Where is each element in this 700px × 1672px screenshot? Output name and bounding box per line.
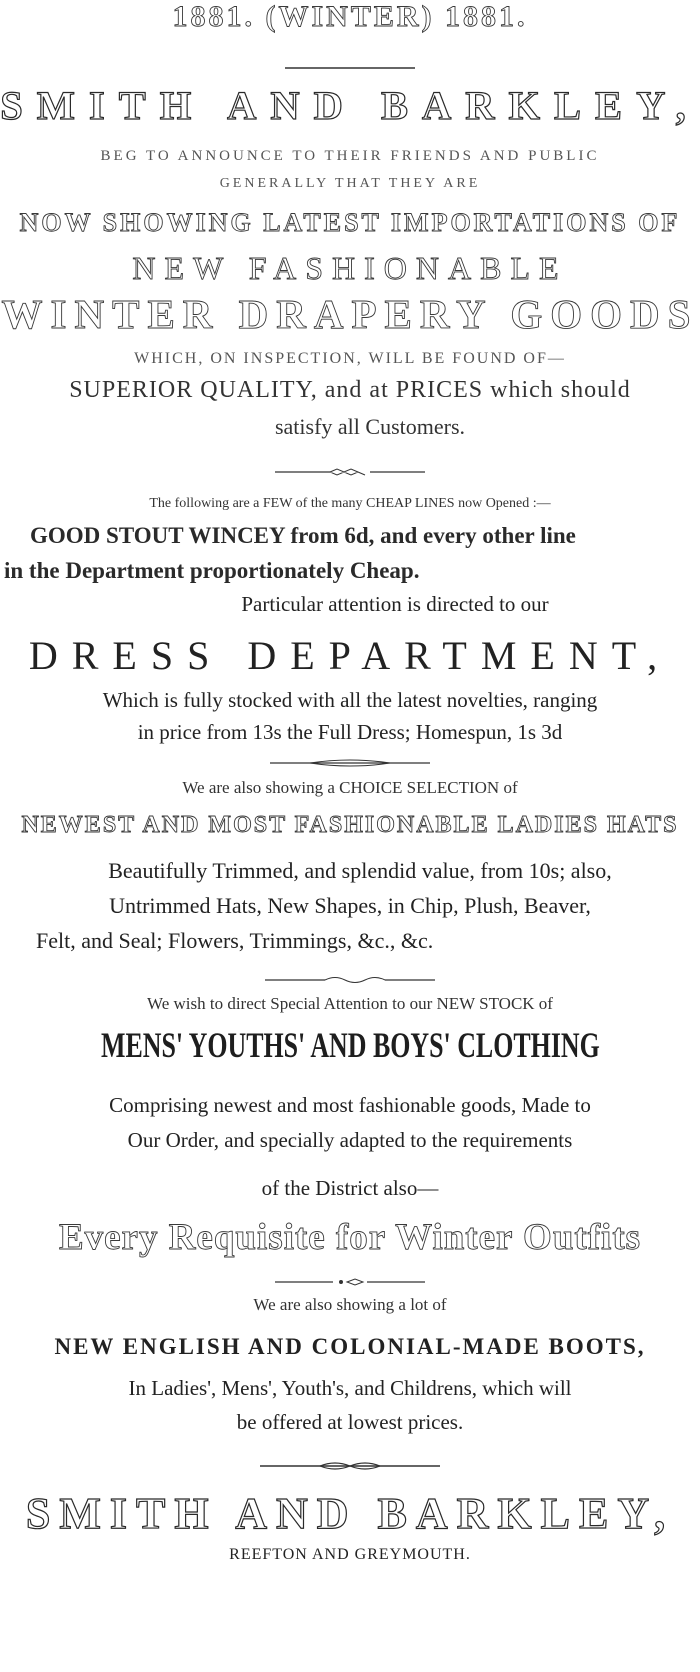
- divider-rule-3: [0, 758, 700, 772]
- divider-rule-2: [0, 467, 700, 481]
- dress-department-heading: DRESS DEPARTMENT,: [28, 633, 672, 678]
- comprising-line: Comprising newest and most fashionable goods, Made to: [109, 1093, 591, 1117]
- divider-rule-6: [0, 1460, 700, 1474]
- department-line: in the Department proportionately Cheap.: [4, 558, 420, 583]
- firm-name-footer: SMITH AND BARKLEY,: [25, 1489, 675, 1538]
- lot-line: We are also showing a lot of: [253, 1295, 447, 1314]
- boots-heading: NEW ENGLISH AND COLONIAL-MADE BOOTS,: [54, 1334, 646, 1359]
- untrimmed-line: Untrimmed Hats, New Shapes, in Chip, Plush, Beaver,: [109, 893, 591, 918]
- announce-line-1: BEG TO ANNOUNCE TO THEIR FRIENDS AND PUBLIC: [100, 148, 600, 164]
- few-cheap-lines-intro: The following are a FEW of the many CHEAP LINES now Opened :—: [149, 496, 551, 511]
- stocked-line: Which is fully stocked with all the latest novelties, ranging: [102, 688, 598, 712]
- felt-line: Felt, and Seal; Flowers, Trimmings, &c., &c.: [36, 928, 434, 953]
- divider-rule-5: [0, 1277, 700, 1291]
- clothing-heading: [0, 1024, 700, 1066]
- clothing-heading-text: MENS' YOUTHS' AND BOYS' CLOTHING: [100, 1025, 600, 1065]
- new-fashionable-line: NEW FASHIONABLE: [132, 250, 568, 286]
- order-line: Our Order, and specially adapted to the requirements: [127, 1128, 573, 1152]
- inspection-line: WHICH, ON INSPECTION, WILL BE FOUND OF—: [134, 350, 566, 367]
- wincey-line: GOOD STOUT WINCEY from 6d, and every other line: [30, 523, 576, 548]
- offered-line: be offered at lowest prices.: [236, 1410, 464, 1434]
- firm-name-heading: SMITH AND BARKLEY,: [0, 83, 700, 128]
- district-line: of the District also—: [261, 1176, 439, 1200]
- locations-line: REEFTON AND GREYMOUTH.: [229, 1546, 471, 1563]
- superior-quality-line: SUPERIOR QUALITY, and at PRICES which should: [69, 377, 631, 403]
- announce-line-2: GENERALLY THAT THEY ARE: [219, 176, 481, 191]
- winter-drapery-heading: WINTER DRAPERY GOODS: [1, 291, 699, 337]
- special-attention-line: We wish to direct Special Attention to our NEW STOCK of: [147, 994, 553, 1013]
- divider-rule-4: [0, 975, 700, 989]
- ladies-line: In Ladies', Mens', Youth's, and Childrens, which will: [128, 1376, 572, 1400]
- attention-line: Particular attention is directed to our: [241, 592, 549, 616]
- requisite-heading: Every Requisite for Winter Outfits: [58, 1217, 642, 1258]
- now-showing-line: NOW SHOWING LATEST IMPORTATIONS OF: [19, 208, 681, 237]
- ladies-hats-heading: NEWEST AND MOST FASHIONABLE LADIES HATS: [21, 812, 679, 838]
- choice-selection-line: We are also showing a CHOICE SELECTION of: [182, 778, 518, 797]
- divider-rule-1: [0, 64, 700, 78]
- price-line: in price from 13s the Full Dress; Homespun, 1s 3d: [137, 720, 563, 744]
- year-header: 1881. (WINTER) 1881.: [172, 0, 528, 33]
- trimmed-line: Beautifully Trimmed, and splendid value, from 10s; also,: [108, 858, 612, 883]
- satisfy-line: satisfy all Customers.: [274, 414, 466, 439]
